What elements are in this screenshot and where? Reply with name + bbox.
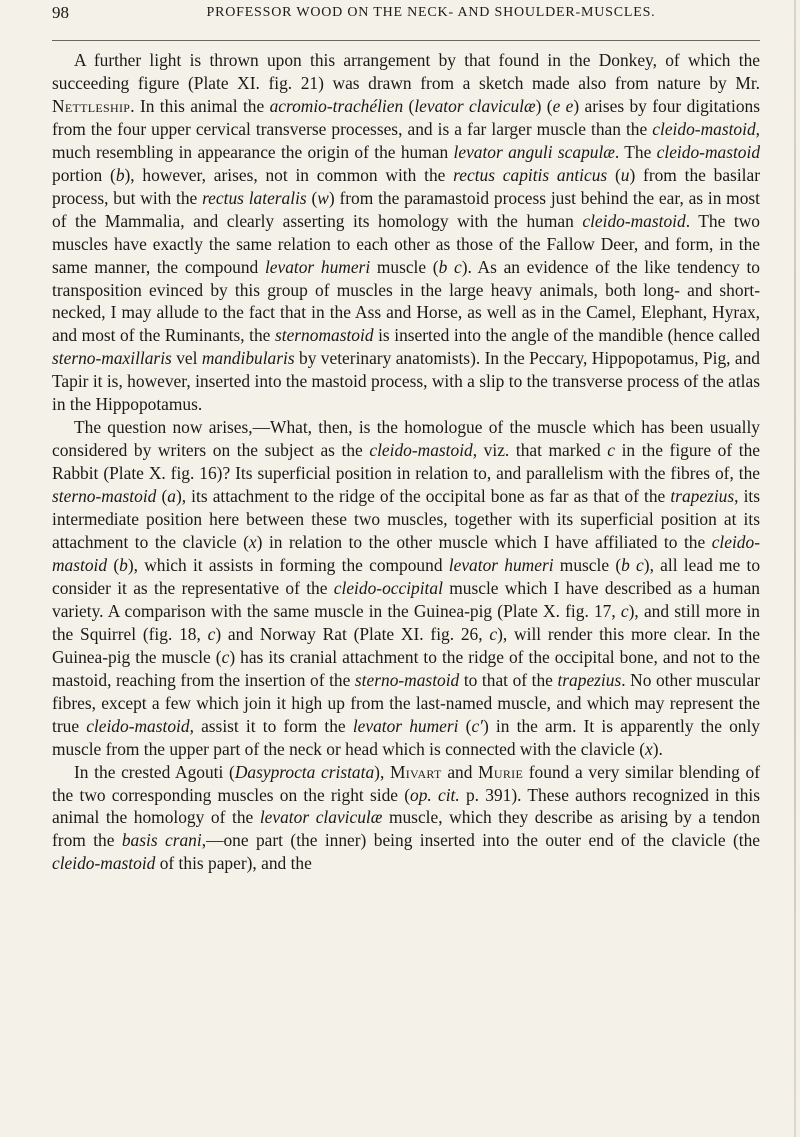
italic-term: mandibularis	[201, 348, 295, 369]
text-run: . The two muscles have exactly the same relation to each other as those of the Fallow Deer, and form, in the same manner, the compound	[52, 210, 760, 277]
text-run: ), and still more in the Squirrel (fig. 18,	[52, 600, 760, 644]
text-run: (	[107, 554, 120, 575]
italic-term: Dasyprocta cristata	[234, 761, 375, 782]
italic-term: c′	[471, 715, 483, 736]
italic-term: levator claviculæ	[414, 95, 536, 116]
italic-term: levator humeri	[448, 554, 554, 575]
italic-term: sterno-maxillaris	[52, 348, 172, 369]
text-run: ,—one part (the inner) being inserted into the outer end of the clavicle (the	[201, 830, 760, 851]
italic-term: x	[248, 532, 257, 553]
text-run: and	[441, 761, 479, 782]
text-run: muscle (	[370, 256, 439, 277]
text-run: (	[156, 486, 168, 507]
italic-term: op. cit.	[410, 784, 460, 805]
italic-term: b	[115, 164, 125, 185]
italic-term: cleido-mastoid	[52, 853, 156, 874]
text-run: muscle (	[553, 554, 622, 575]
text-run: ).	[652, 738, 663, 759]
italic-term: cleido-mastoid	[656, 141, 761, 162]
italic-term: cleido-mastoid	[52, 532, 760, 575]
italic-term: a	[167, 486, 176, 507]
text-run: , its intermediate position here between these two muscles, together with its superficial position at its attachment to the clavicle (	[52, 486, 760, 553]
italic-term: rectus lateralis	[202, 187, 307, 208]
italic-term: rectus capitis anticus	[453, 164, 608, 185]
text-run: , assist it to form the	[189, 715, 353, 736]
text-run: ) from the basilar process, but with the	[52, 164, 760, 208]
text-run: ), all lead me to consider it as the representative of the	[52, 554, 761, 598]
text-run: (	[403, 95, 415, 116]
italic-term: trapezius	[557, 669, 622, 690]
running-head	[52, 0, 760, 41]
text-run: ) has its cranial attachment to the ridge of the occipital bone, and not to the mastoid, reaching from the insertion of the	[52, 646, 760, 690]
text-run: ), however, arises, not in common with the	[124, 164, 454, 185]
text-run: muscle, which they describe as arising by a tendon from the	[52, 807, 761, 851]
paragraph	[52, 761, 760, 876]
italic-term: cleido-mastoid	[582, 210, 686, 231]
text-run: (	[306, 187, 318, 208]
text-run: ), its attachment to the ridge of the occipital bone as far as that of the	[175, 486, 671, 507]
italic-term: b c	[438, 256, 462, 277]
text-run: is inserted into the angle of the mandible (hence called	[373, 325, 760, 346]
text-run: , viz. that marked	[472, 440, 608, 461]
text-run: ) in the arm. It is apparently the only muscle from the upper part of the neck or head which is connected with the clavicle (	[52, 715, 760, 759]
italic-term: cleido-mastoid	[652, 118, 756, 139]
author-name: Mivart	[389, 761, 442, 782]
text-run: ),	[374, 761, 390, 782]
italic-term: acromio-trachélien	[269, 95, 404, 116]
text-run: In the crested Agouti (	[74, 761, 235, 782]
text-run: ) arises by four digitations from the four upper cervical transverse processes, and is a far larger muscle than the	[52, 95, 760, 139]
italic-term: c	[221, 646, 230, 667]
text-run: (	[458, 715, 472, 736]
text-run: ), which it assists in forming the compound	[127, 554, 449, 575]
italic-term: sterno-mastoid	[354, 669, 460, 690]
running-title: PROFESSOR WOOD ON THE NECK- AND SHOULDER-MUSCLES.	[206, 5, 656, 20]
italic-term: trapezius	[670, 486, 735, 507]
text-run: . In this animal the	[130, 95, 270, 116]
text-run: ) from the paramastoid process just behind the ear, as in most of the Mammalia, and clearly asserting its homology with the human	[52, 187, 761, 231]
italic-term: sternomastoid	[274, 325, 374, 346]
text-run: The question now arises,—What, then, is the homologue of the muscle which has been usually considered by writers on the subject as the	[52, 417, 760, 461]
text-run: found a very similar blending of the two corresponding muscles on the right side (	[52, 761, 760, 805]
text-run: A further light is thrown upon this arrangement by that found in the Donkey, of which the succeeding figure (Plate XI. fig. 21) was drawn from a sketch made also from nature by Mr.	[52, 50, 760, 93]
text-run: of this paper), and the	[155, 853, 312, 874]
italic-term: levator humeri	[352, 715, 459, 736]
italic-term: levator claviculæ	[259, 807, 383, 828]
italic-term: x	[645, 738, 653, 759]
italic-term: basis crani	[121, 830, 202, 851]
paragraph	[52, 416, 760, 760]
text-run: p. 391). These authors recognized in this animal the homology of the	[52, 784, 760, 828]
italic-term: c	[207, 623, 216, 644]
text-run: ), will render this more clear. In the Guinea-pig the muscle (	[52, 623, 760, 667]
italic-term: c	[607, 440, 615, 461]
italic-term: cleido-mastoid	[86, 715, 190, 736]
text-run: vel	[171, 348, 202, 369]
text-run: in the figure of the Rabbit (Plate X. fig. 16)? Its superficial position in relation to, and parallelism with the fibres of, the	[52, 440, 760, 484]
text-run: . No other muscular fibres, except a few which join it high up from the last-named muscle, and which may represent the true	[52, 669, 761, 736]
page-number: 98	[52, 3, 69, 22]
italic-term: b	[119, 554, 128, 575]
italic-term: sterno-mastoid	[52, 486, 157, 507]
author-name: Nettleship	[52, 95, 131, 116]
italic-term: c	[489, 623, 498, 644]
text-run: ). As an evidence of the like tendency to transposition evinced by this group of muscles in the large heavy animals, both long- and short-necked, I may allude to the fact that in the Ass and Horse, as well as in the Camel, Elephant, Hyrax, and most of the Ruminants, the	[52, 256, 760, 346]
text-run: by veterinary anatomists). In the Peccary, Hippopotamus, Pig, and Tapir it is, however, inserted into the mastoid process, with a slip to the transverse process of the atlas in the Hippopotamus.	[52, 348, 760, 415]
text-run: . The	[614, 141, 657, 162]
italic-term: c	[620, 600, 629, 621]
text-run: ) in relation to the other muscle which I have affiliated to the	[256, 532, 712, 553]
text-run: portion (	[52, 164, 116, 185]
text-run: , much resembling in appearance the origin of the human	[52, 118, 760, 162]
text-run: ) (	[535, 95, 553, 116]
paragraph	[52, 49, 760, 416]
text-run: to that of the	[459, 669, 558, 690]
text-run: muscle which I have described as a human variety. A comparison with the same muscle in the Guinea-pig (Plate X. fig. 17,	[52, 577, 760, 621]
italic-term: cleido-occipital	[333, 577, 443, 598]
page-edge	[794, 0, 796, 1137]
italic-term: b c	[621, 554, 644, 575]
italic-term: cleido-mastoid	[369, 440, 473, 461]
body-text	[52, 49, 760, 875]
italic-term: u	[620, 164, 630, 185]
italic-term: levator anguli scapulæ	[453, 141, 615, 162]
text-run: ) and Norway Rat (Plate XI. fig. 26,	[215, 623, 490, 644]
italic-term: e e	[552, 95, 574, 116]
italic-term: w	[317, 187, 329, 208]
italic-term: levator humeri	[264, 256, 371, 277]
author-name: Murie	[478, 761, 524, 782]
text-run: (	[607, 164, 621, 185]
